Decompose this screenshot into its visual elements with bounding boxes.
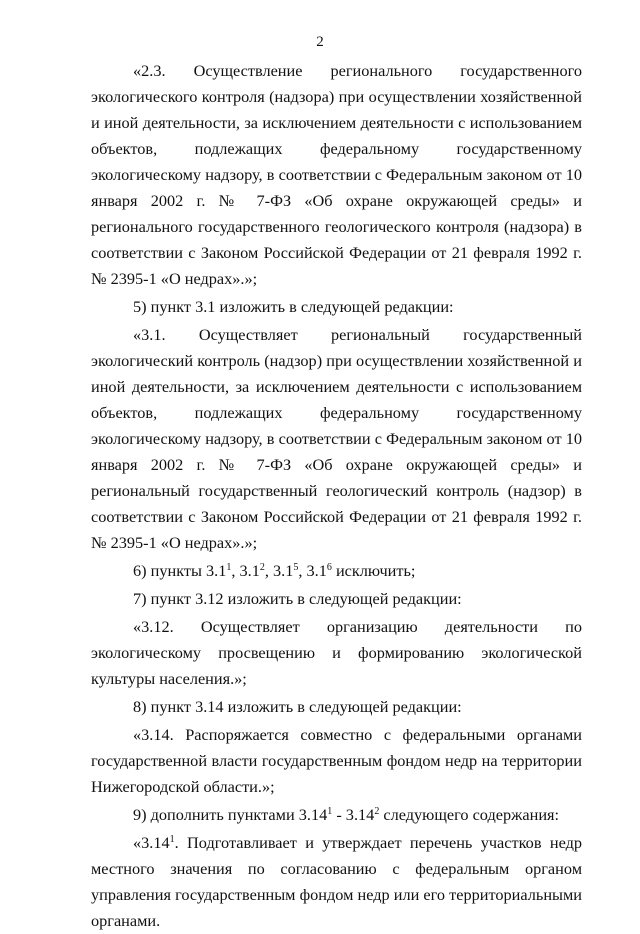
paragraph-text: 6) пункты 3.1 (133, 561, 227, 580)
paragraph-text: 9) дополнить пунктами 3.14 (133, 805, 328, 824)
superscript-index: 1 (327, 806, 333, 817)
paragraph-text: «2.3. Осуществление регионального государственного экологического контроля (надзора) при осуществлении хозяйственной и иной деятельности, за исключением деятельности с использованием объектов, подлежащих федеральному государственному экологическому надзору, в соответствии с Федеральным законом от 10 января 2002 г. № 7-ФЗ «Об охране окружающей среды» и регионального государственного геологического контроля (надзора) в соответствии с Законом Российской Федерации от 21 февраля 1992 г. № 2395-1 «О недрах».»; (91, 61, 582, 288)
paragraph-text: исключить; (331, 561, 416, 580)
superscript-index: 6 (326, 562, 332, 573)
paragraph-text: «3.1. Осуществляет региональный государственный экологический контроль (надзор) при осуществлении хозяйственной и иной деятельности, за исключением деятельности с использованием объектов, подлежащих федеральному государственному экологическому надзору, в соответствии с Федеральным законом от 10 января 2002 г. № 7-ФЗ «Об охране окружающей среды» и региональный государственный геологический контроль (надзор) в соответствии с Законом Российской Федерации от 21 февраля 1992 г. № 2395-1 «О недрах».»; (91, 325, 582, 552)
paragraph-text: «3.14 (133, 833, 170, 852)
superscript-index: 2 (259, 562, 265, 573)
paragraph-text: , 3.1 (231, 561, 260, 580)
superscript-index: 2 (374, 806, 380, 817)
paragraph-text: 7) пункт 3.12 изложить в следующей редакции: (133, 589, 462, 608)
paragraph-text: 8) пункт 3.14 изложить в следующей редакции: (133, 697, 462, 716)
paragraph-p-item-5 (91, 294, 582, 320)
paragraph-p-item-8 (91, 694, 582, 720)
paragraph-text: - 3.14 (332, 805, 375, 824)
paragraph-p-3-14-1 (91, 830, 582, 934)
superscript-index: 1 (226, 562, 232, 573)
page-number: 2 (316, 34, 324, 50)
paragraph-p-item-7 (91, 586, 582, 612)
paragraph-text: , 3.1 (264, 561, 294, 580)
paragraph-p-3-12 (91, 614, 582, 692)
paragraph-text: 5) пункт 3.1 изложить в следующей редакции: (133, 297, 454, 316)
paragraph-p-3-1 (91, 322, 582, 556)
paragraph-text: следующего содержания: (379, 805, 560, 824)
superscript-index: 5 (293, 562, 299, 573)
paragraph-p-item-6 (91, 558, 582, 584)
document-body (91, 58, 582, 934)
paragraph-text: «3.12. Осуществляет организацию деятельности по экологическому просвещению и формированию экологической культуры населения.»; (91, 617, 582, 688)
paragraph-text: . Подготавливает и утверждает перечень участков недр местного значения по согласованию с федеральным органом управления государственным фондом недр или его территориальными органами. (91, 833, 582, 930)
paragraph-p-2-3 (91, 58, 582, 292)
superscript-index: 1 (169, 834, 175, 845)
paragraph-text: «3.14. Распоряжается совместно с федеральными органами государственной власти государственным фондом недр на территории Нижегородской области.»; (91, 725, 582, 796)
paragraph-p-3-14 (91, 722, 582, 800)
paragraph-text: , 3.1 (298, 561, 327, 580)
paragraph-p-item-9 (91, 802, 582, 828)
